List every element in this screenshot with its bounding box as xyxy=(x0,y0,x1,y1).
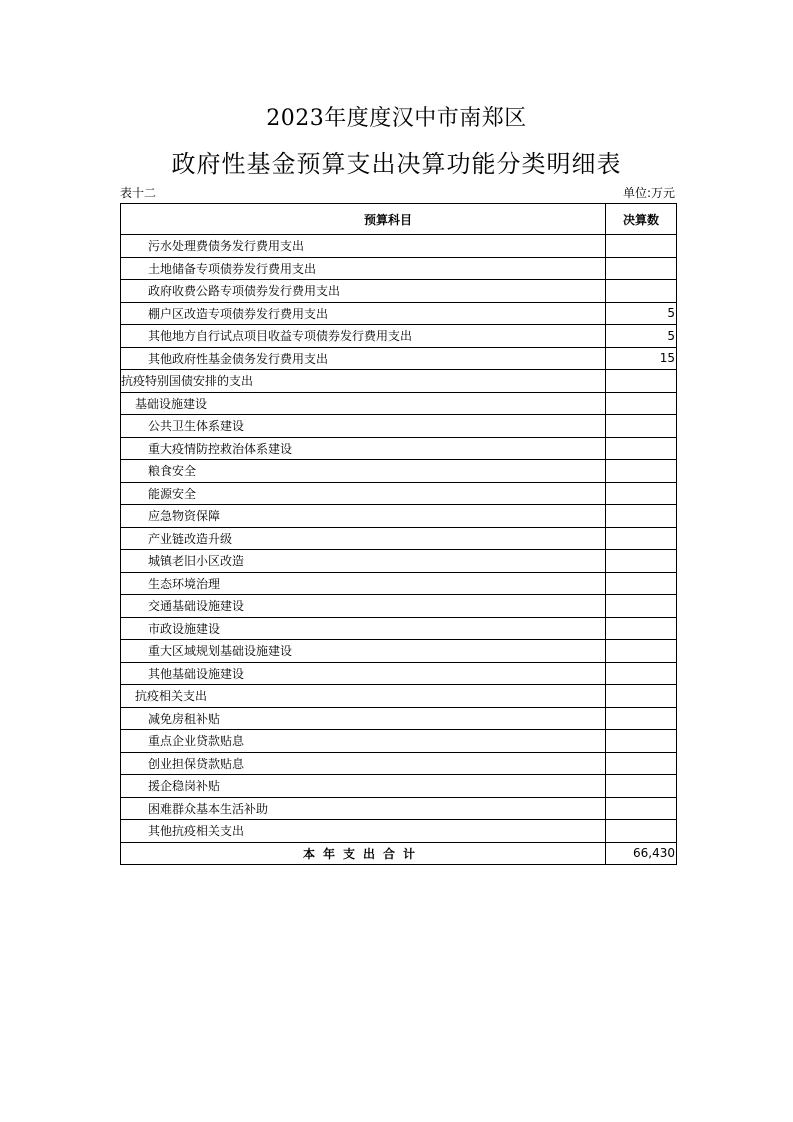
total-row xyxy=(121,842,677,865)
row-label: 其他政府性基金债务发行费用支出 xyxy=(121,347,606,370)
row-label: 产业链改造升级 xyxy=(121,527,606,550)
row-label: 交通基础设施建设 xyxy=(121,595,606,618)
table-row xyxy=(121,775,677,798)
row-label: 能源安全 xyxy=(121,482,606,505)
row-value xyxy=(606,235,677,258)
budget-table xyxy=(120,203,677,865)
table-number: 表十二 xyxy=(120,185,157,200)
row-value xyxy=(606,527,677,550)
total-value: 66,430 xyxy=(606,842,677,865)
row-label: 抗疫相关支出 xyxy=(121,685,606,708)
table-row xyxy=(121,595,677,618)
table-row xyxy=(121,685,677,708)
table-row xyxy=(121,662,677,685)
table-row xyxy=(121,392,677,415)
table-row xyxy=(121,505,677,528)
table-row xyxy=(121,617,677,640)
row-label: 重点企业贷款贴息 xyxy=(121,730,606,753)
report-title-line2: 政府性基金预算支出决算功能分类明细表 xyxy=(171,150,622,178)
report-title-line1: 2023年度度汉中市南郑区 xyxy=(266,106,527,131)
table-row xyxy=(121,550,677,573)
row-label: 援企稳岗补贴 xyxy=(121,775,606,798)
row-value xyxy=(606,595,677,618)
table-row xyxy=(121,752,677,775)
row-value xyxy=(606,640,677,663)
row-label: 其他抗疫相关支出 xyxy=(121,820,606,843)
table-row xyxy=(121,235,677,258)
table-row xyxy=(121,640,677,663)
total-label: 本年支出合计 xyxy=(121,842,606,865)
row-value xyxy=(606,820,677,843)
table-row xyxy=(121,280,677,303)
table-row xyxy=(121,707,677,730)
row-label: 公共卫生体系建设 xyxy=(121,415,606,438)
row-label: 困难群众基本生活补助 xyxy=(121,797,606,820)
row-value xyxy=(606,437,677,460)
row-value: 15 xyxy=(606,347,677,370)
row-label: 重大区域规划基础设施建设 xyxy=(121,640,606,663)
table-row xyxy=(121,325,677,348)
table-row xyxy=(121,797,677,820)
table-row xyxy=(121,302,677,325)
table-row xyxy=(121,460,677,483)
row-label: 生态环境治理 xyxy=(121,572,606,595)
row-value xyxy=(606,730,677,753)
table-row xyxy=(121,257,677,280)
row-label: 应急物资保障 xyxy=(121,505,606,528)
row-label: 其他基础设施建设 xyxy=(121,662,606,685)
table-meta xyxy=(120,182,675,202)
table-row xyxy=(121,572,677,595)
row-label: 基础设施建设 xyxy=(121,392,606,415)
row-value xyxy=(606,550,677,573)
row-label: 粮食安全 xyxy=(121,460,606,483)
row-label: 政府收费公路专项债券发行费用支出 xyxy=(121,280,606,303)
table-header-row xyxy=(121,204,677,235)
row-label: 棚户区改造专项债券发行费用支出 xyxy=(121,302,606,325)
table-row xyxy=(121,482,677,505)
row-label: 土地储备专项债券发行费用支出 xyxy=(121,257,606,280)
row-label: 城镇老旧小区改造 xyxy=(121,550,606,573)
header-item: 预算科目 xyxy=(121,204,606,235)
row-value xyxy=(606,775,677,798)
row-value xyxy=(606,415,677,438)
table-row xyxy=(121,347,677,370)
row-value xyxy=(606,392,677,415)
row-value xyxy=(606,662,677,685)
row-label: 创业担保贷款贴息 xyxy=(121,752,606,775)
table-row xyxy=(121,437,677,460)
row-value: 5 xyxy=(606,325,677,348)
unit-label: 单位:万元 xyxy=(622,185,675,200)
header-amount: 决算数 xyxy=(606,204,677,235)
row-value xyxy=(606,685,677,708)
table-row xyxy=(121,820,677,843)
row-value xyxy=(606,752,677,775)
row-value xyxy=(606,257,677,280)
row-value xyxy=(606,482,677,505)
row-value: 5 xyxy=(606,302,677,325)
row-value xyxy=(606,280,677,303)
row-value xyxy=(606,707,677,730)
row-label: 其他地方自行试点项目收益专项债券发行费用支出 xyxy=(121,325,606,348)
row-value xyxy=(606,797,677,820)
row-value xyxy=(606,617,677,640)
row-label: 市政设施建设 xyxy=(121,617,606,640)
table-row xyxy=(121,370,677,393)
table-row xyxy=(121,730,677,753)
row-value xyxy=(606,505,677,528)
table-row xyxy=(121,527,677,550)
row-label: 重大疫情防控救治体系建设 xyxy=(121,437,606,460)
row-label: 污水处理费债务发行费用支出 xyxy=(121,235,606,258)
row-label: 抗疫特别国债安排的支出 xyxy=(121,370,606,393)
row-label: 减免房租补贴 xyxy=(121,707,606,730)
row-value xyxy=(606,460,677,483)
table-row xyxy=(121,415,677,438)
row-value xyxy=(606,572,677,595)
row-value xyxy=(606,370,677,393)
